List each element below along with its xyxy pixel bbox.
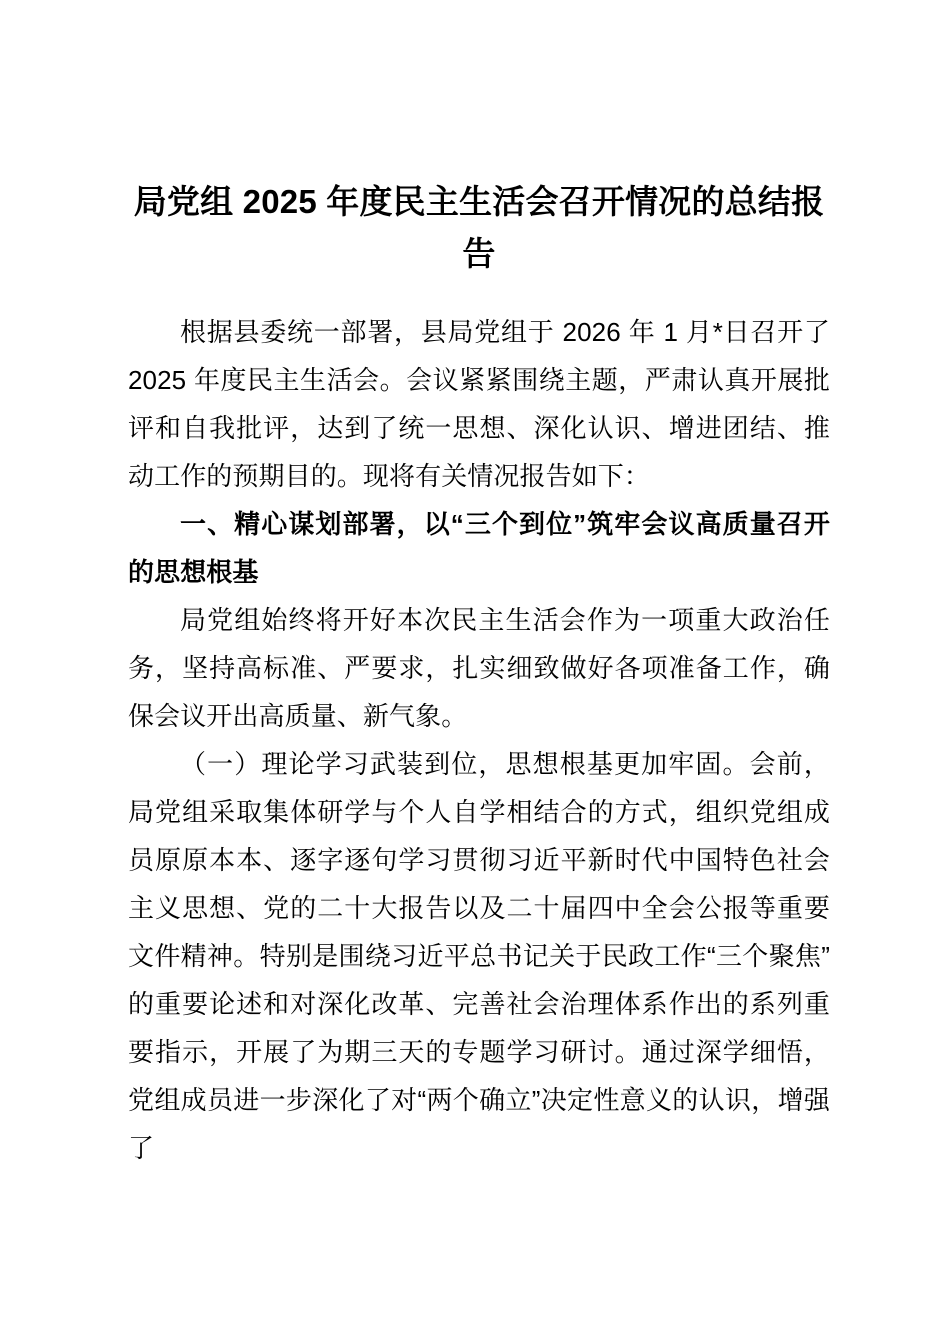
- paragraph-section-one-lead: 局党组始终将开好本次民主生活会作为一项重大政治任务，坚持高标准、严要求，扎实细致做好各项准备工作，确保会议开出高质量、新气象。: [128, 605, 830, 731]
- section-heading-one: 一、精心谋划部署，以“三个到位”筑牢会议高质量召开的思想根基: [128, 509, 830, 587]
- paragraph-intro: 根据县委统一部署，县局党组于 2026 年 1 月*日召开了 2025 年度民主生活会。会议紧紧围绕主题，严肃认真开展批评和自我批评，达到了统一思想、深化认识、增进团结、推动工作的预期目的。现将有关情况报告如下：: [128, 317, 830, 491]
- page-title: 局党组 2025 年度民主生活会召开情况的总结报告: [133, 183, 825, 272]
- paragraph-item-one: （一）理论学习武装到位，思想根基更加牢固。会前，局党组采取集体研学与个人自学相结合的方式，组织党组成员原原本本、逐字逐句学习贯彻习近平新时代中国特色社会主义思想、党的二十大报告以及二十届四中全会公报等重要文件精神。特别是围绕习近平总书记关于民政工作“三个聚焦”的重要论述和对深化改革、完善社会治理体系作出的系列重要指示，开展了为期三天的专题学习研讨。通过深学细悟，党组成员进一步深化了对“两个确立”决定性意义的认识，增强了: [128, 749, 830, 1163]
- document-body: [128, 176, 830, 1172]
